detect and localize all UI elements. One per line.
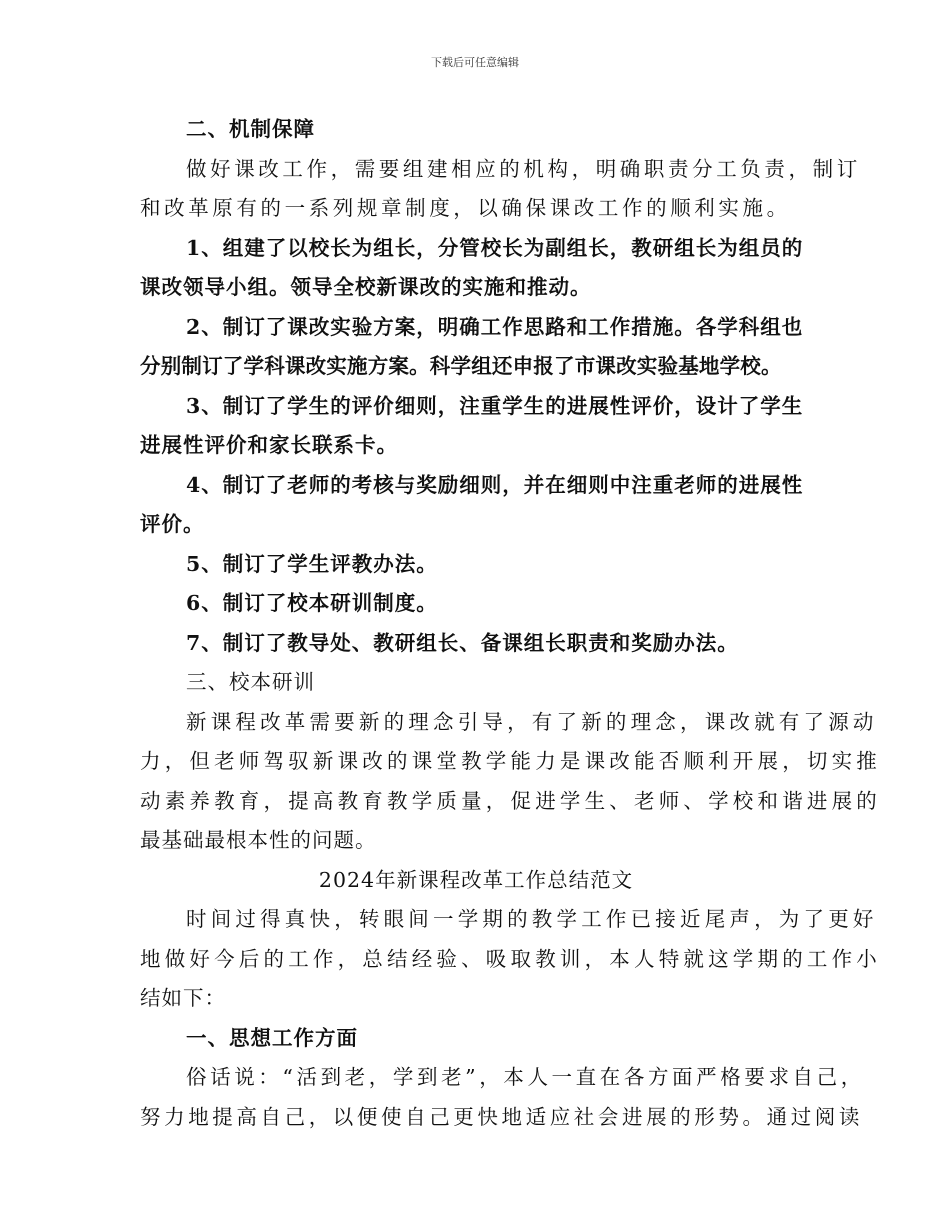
paragraph-line: 俗话说：“活到老，学到老”，本人一直在各方面严格要求自己， <box>186 1065 865 1089</box>
paragraph-line: 最基础最根本性的问题。 <box>140 828 377 852</box>
list-item-3: 3、制订了学生的评价细则，注重学生的进展性评价，设计了学生 <box>186 393 804 418</box>
list-item-7: 7、制订了教导处、教研组长、备课组长职责和奖励办法。 <box>186 630 739 655</box>
section-heading-mechanism: 二、机制保障 <box>186 117 315 141</box>
list-item-4-cont: 评价。 <box>140 512 205 536</box>
section-heading-ideology: 一、思想工作方面 <box>186 1025 358 1050</box>
paragraph-line: 努力地提高自己，以便使自己更快地适应社会进展的形势。通过阅读 <box>140 1104 863 1129</box>
paragraph-line: 地做好今后的工作，总结经验、吸取教训，本人特就这学期的工作小 <box>140 946 881 971</box>
list-item-1-cont: 课改领导小组。领导全校新课改的实施和推动。 <box>140 275 592 299</box>
list-item-5: 5、制订了学生评教办法。 <box>186 551 438 576</box>
list-item-1: 1、组建了以校长为组长，分管校长为副组长，教研组长为组员的 <box>186 235 804 260</box>
list-item-2: 2、制订了课改实验方案，明确工作思路和工作措施。各学科组也 <box>186 314 804 339</box>
paragraph-line: 力，但老师驾驭新课改的课堂教学能力是课改能否顺利开展，切实推 <box>140 749 881 773</box>
list-item-6: 6、制订了校本研训制度。 <box>186 591 438 615</box>
document-body <box>140 110 881 1137</box>
paragraph-line: 做好课改工作，需要组建相应的机构，明确职责分工负责，制订 <box>186 156 861 181</box>
page-header-note: 下载后可任意编辑 <box>431 56 519 69</box>
paragraph-line: 和改革原有的一系列规章制度，以确保课改工作的顺利实施。 <box>140 196 791 220</box>
paragraph-line: 新课程改革需要新的理念引导，有了新的理念，课改就有了源动 <box>186 709 878 734</box>
section-heading-training: 三、校本研训 <box>186 670 315 694</box>
list-item-4: 4、制订了老师的考核与奖励细则，并在细则中注重老师的进展性 <box>186 472 804 497</box>
list-item-3-cont: 进展性评价和家长联系卡。 <box>140 433 398 457</box>
paragraph-line: 动素养教育，提高教育教学质量，促进学生、老师、学校和谐进展的 <box>140 788 881 813</box>
article-title: 2024年新课程改革工作总结范文 <box>318 867 634 892</box>
list-item-2-cont: 分别制订了学科课改实施方案。科学组还申报了市课改实验基地学校。 <box>140 354 782 378</box>
paragraph-line: 时间过得真快，转眼间一学期的教学工作已接近尾声，为了更好 <box>186 907 878 931</box>
paragraph-line: 结如下： <box>140 986 226 1010</box>
